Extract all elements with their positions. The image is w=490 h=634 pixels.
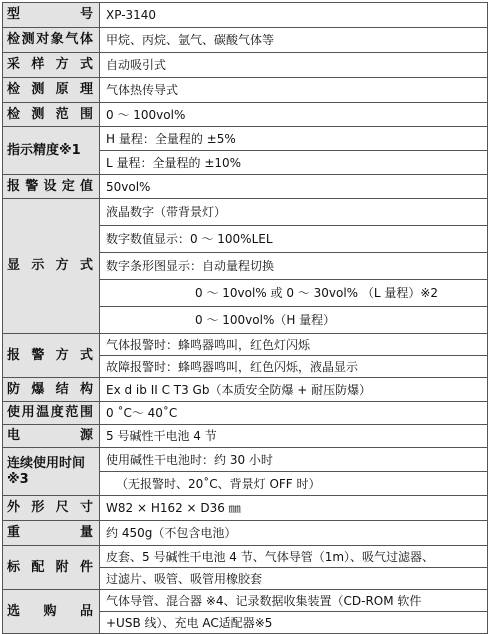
value-alarm-setpoint: 50vol% [100,175,488,199]
table-row [3,3,488,28]
value-target-gas: 甲烷、丙烷、氩气、碳酸气体等 [100,28,488,53]
value-accuracy-h: H 量程：全量程的 ±5% [100,127,488,151]
value-detection-principle: 气体热传导式 [100,78,488,103]
table-row [3,378,488,402]
value-alarm-fault: 故障报警时：蜂鸣器鸣叫，红色闪烁，液晶显示 [100,356,488,378]
value-detection-range: 0 ～ 100vol% [100,103,488,127]
table-row [3,448,488,472]
label-accuracy: 指示精度※1 [3,127,100,175]
value-alarm-gas: 气体报警时：蜂鸣器鸣叫，红色灯闪烁 [100,334,488,356]
table-row [3,402,488,425]
label-display-method: 显 示 方 式 [3,199,100,334]
table-row [3,334,488,356]
label-optional-items: 选 购 品 [3,590,100,634]
spec-table [2,2,488,634]
label-alarm-setpoint: 报警设定值 [3,175,100,199]
label-power-source: 电 源 [3,425,100,448]
label-weight: 重 量 [3,521,100,546]
label-model: 型 号 [3,3,100,28]
table-row [3,28,488,53]
value-accuracy-l: L 量程：全量程的 ±10% [100,151,488,175]
table-row [3,103,488,127]
table-row [3,53,488,78]
label-dimensions: 外 形 尺 寸 [3,496,100,521]
value-dimensions: W82 × H162 × D36 ㎜ [100,496,488,521]
label-sampling-method: 采 样 方 式 [3,53,100,78]
table-row [3,425,488,448]
value-display-lcd: 液晶数字（带背景灯） [100,199,488,226]
value-sampling-method: 自动吸引式 [100,53,488,78]
value-model: XP-3140 [100,3,488,28]
label-detection-range: 检 测 范 围 [3,103,100,127]
value-continuous-use: 使用碱性干电池时：约 30 小时 [100,448,488,472]
value-display-bargraph: 数字条形图显示：自动量程切换 [100,253,488,280]
label-detection-principle: 检 测 原 理 [3,78,100,103]
table-row [3,521,488,546]
table-row [3,590,488,612]
value-continuous-use-note: （无报警时、20˚C、背景灯 OFF 时） [100,472,488,496]
label-alarm-method: 报 警 方 式 [3,334,100,378]
value-operating-temp: 0 ˚C～ 40˚C [100,402,488,425]
value-accessories-line2: 过滤片、吸管、吸管用橡胶套 [100,568,488,590]
value-weight: 约 450g（不包含电池） [100,521,488,546]
table-row [3,546,488,568]
label-explosion-proof: 防 爆 结 构 [3,378,100,402]
value-accessories-line1: 皮套、5 号碱性干电池 4 节、气体导管（1m）、吸气过滤器、 [100,546,488,568]
label-operating-temp: 使用温度范围 [3,402,100,425]
label-target-gas: 检测对象气体 [3,28,100,53]
value-display-numeric: 数字数值显示：0 ～ 100%LEL [100,226,488,253]
table-row [3,175,488,199]
table-row [3,127,488,151]
value-display-h-range: 0 ～ 100vol%（H 量程） [100,307,488,334]
label-standard-accessories: 标 配 附 件 [3,546,100,590]
value-display-l-range: 0 ～ 10vol% 或 0 ～ 30vol% （L 量程）※2 [100,280,488,307]
value-options-line1: 气体导管、混合器 ※4、记录数据收集装置（CD-ROM 软件 [100,590,488,612]
table-row [3,78,488,103]
table-row [3,496,488,521]
table-row [3,199,488,226]
value-explosion-proof: Ex d ib II C T3 Gb（本质安全防爆 + 耐压防爆） [100,378,488,402]
value-options-line2: +USB 线）、充电 AC适配器※5 [100,612,488,634]
value-power-source: 5 号碱性干电池 4 节 [100,425,488,448]
label-continuous-use: 连续使用时间※3 [3,448,100,496]
